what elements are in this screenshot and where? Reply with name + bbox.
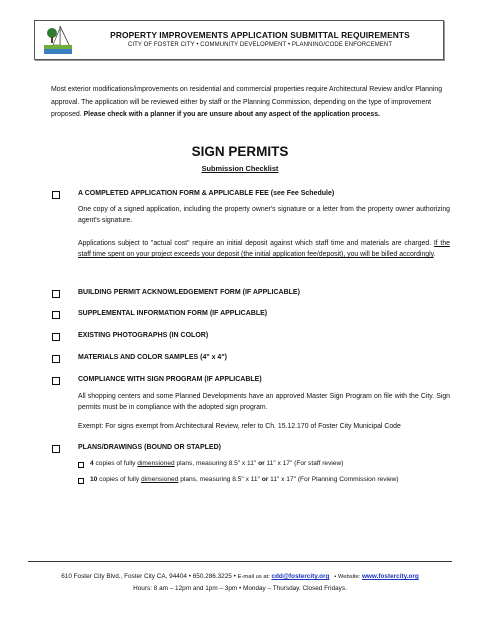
footer-email-label: E-mail us at: xyxy=(237,574,272,580)
item-para-deposit xyxy=(78,238,450,260)
sub-text: copies of fully xyxy=(97,476,141,483)
footer-email-link[interactable]: cdd@fostercity.org xyxy=(271,573,330,580)
sub-item-staff-review xyxy=(90,459,450,469)
sub-text: 11" x 17" (For Planning Commission review) xyxy=(268,476,399,483)
copies-count: 10 xyxy=(90,476,98,483)
page-title: SIGN PERMITS xyxy=(191,144,289,159)
header-title: PROPERTY IMPROVEMENTS APPLICATION SUBMITTAL REQUIREMENTS xyxy=(110,30,410,40)
header-box xyxy=(34,20,444,60)
checkbox-photographs[interactable] xyxy=(52,333,60,341)
item-title-building-permit: BUILDING PERMIT ACKNOWLEDGEMENT FORM (IF APPLICABLE) xyxy=(78,289,300,296)
sub-text: plans, measuring 8.5" x 11" xyxy=(178,476,262,483)
sub-underlined: dimensioned xyxy=(140,476,179,483)
item-title-materials: MATERIALS AND COLOR SAMPLES (4" x 4") xyxy=(78,354,227,361)
sub-text: copies of fully xyxy=(93,460,138,467)
deposit-end: . xyxy=(433,251,436,259)
footer-hours: Hours: 8 am – 12pm and 1pm – 3pm • Monday – Thursday. Closed Fridays. xyxy=(133,585,347,592)
checkbox-materials[interactable] xyxy=(52,355,60,363)
sub-underlined: dimensioned xyxy=(137,460,175,467)
checkbox-application-form[interactable] xyxy=(52,191,60,199)
deposit-text: Applications subject to "actual cost" require an initial deposit against which staff time and materials are charged. xyxy=(78,240,434,247)
sub-checkbox-staff-review[interactable] xyxy=(78,462,84,468)
item-title-sign-program: COMPLIANCE WITH SIGN PROGRAM (IF APPLICABLE) xyxy=(78,376,262,383)
intro-paragraph xyxy=(51,84,445,122)
item-title-photographs: EXISTING PHOTOGRAPHS (IN COLOR) xyxy=(78,332,209,339)
footer-website-link[interactable]: www.fostercity.org xyxy=(361,573,419,580)
item-title-application-form: A COMPLETED APPLICATION FORM & APPLICABLE FEE (see Fee Schedule) xyxy=(78,190,335,197)
checkbox-plans[interactable] xyxy=(52,445,60,453)
footer-web-label: • Website: xyxy=(329,574,362,580)
item-para-application-form: One copy of a signed application, including the property owner's signature or a letter from the property owner authorizing agent's signature. xyxy=(78,206,450,225)
item-title-supplemental-info: SUPPLEMENTAL INFORMATION FORM (IF APPLICABLE) xyxy=(78,310,268,317)
item-para-exempt: Exempt: For signs exempt from Architectural Review, refer to Ch. 15.12.170 of Foster City Municipal Code xyxy=(78,423,401,430)
footer-divider xyxy=(28,561,452,562)
header-subtitle: CITY OF FOSTER CITY • COMMUNITY DEVELOPMENT • PLANNING/CODE ENFORCEMENT xyxy=(127,42,393,48)
intro-bold-text: Please check with a planner if you are unsure about any aspect of the application process. xyxy=(83,111,380,119)
sub-or: or xyxy=(258,460,265,467)
checkbox-building-permit[interactable] xyxy=(52,290,60,298)
intro-text: Most exterior modifications/improvements on residential and commercial properties require Architectural Review and/or Planning approval. The application will be reviewed either by staff or the Planning Commission, depending on the type of improvement proposed. xyxy=(51,86,443,119)
sub-text: 11" x 17" (For staff review) xyxy=(264,460,344,467)
foster-city-logo-icon xyxy=(41,23,75,57)
sub-text: plans, measuring 8.5" x 11" xyxy=(174,460,259,467)
footer-address: 610 Foster City Blvd., Foster City CA, 94404 • 650.286.3225 • xyxy=(61,573,238,580)
sub-or: or xyxy=(261,476,269,483)
item-title-plans: PLANS/DRAWINGS (BOUND OR STAPLED) xyxy=(78,444,221,451)
item-para-sign-program: All shopping centers and some Planned Developments have an approved Master Sign Program on file with the City. Sign permits must be in compliance with the adopted sign program. xyxy=(78,393,450,412)
page-subtitle: Submission Checklist xyxy=(201,164,279,173)
checkbox-supplemental-info[interactable] xyxy=(52,311,60,319)
footer-contact xyxy=(0,573,480,580)
sub-item-commission-review xyxy=(90,475,450,485)
copies-count: 4 xyxy=(90,460,94,467)
checkbox-sign-program[interactable] xyxy=(52,377,60,385)
deposit-underlined-text: If the staff time spent on your project exceeds your deposit (the initial application fee/deposit), you will be billed accordingly xyxy=(78,240,450,259)
sub-checkbox-commission-review[interactable] xyxy=(78,478,84,484)
